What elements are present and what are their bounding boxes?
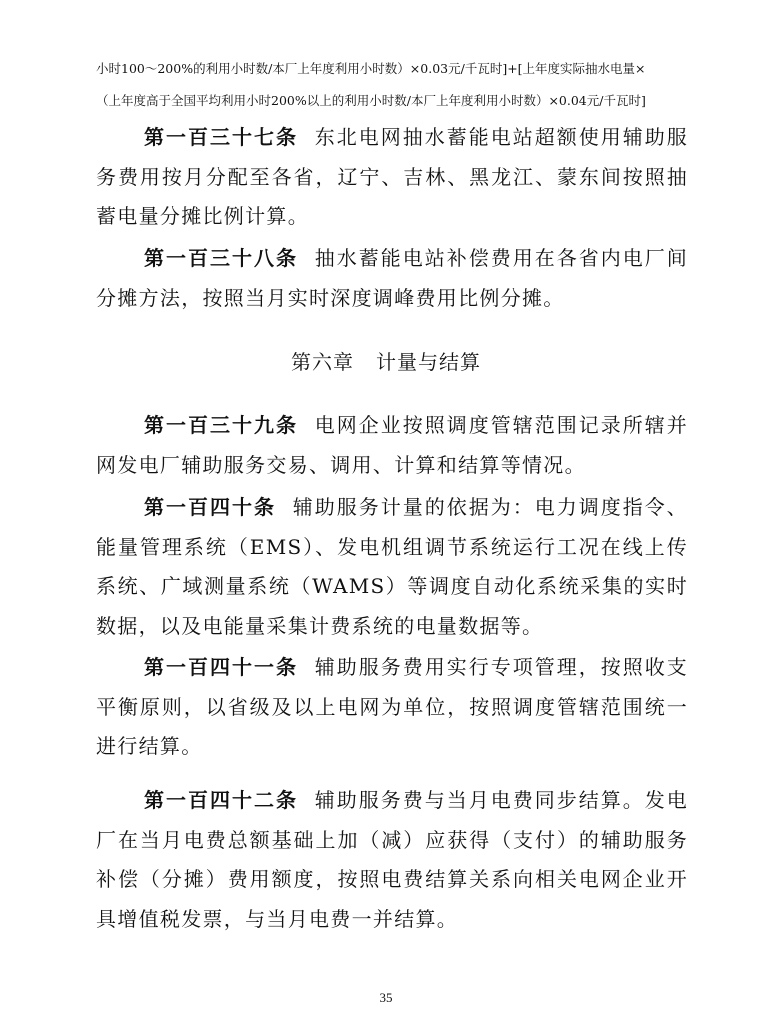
- article-137-title: 第一百三十七条: [144, 125, 298, 149]
- article-141-text: 辅助服务费用实行专项管理，按照收支平衡原则，以省级及以上电网为单位，按照调度管辖范围统一进行结算。: [96, 655, 688, 759]
- article-141-title: 第一百四十一条: [144, 655, 298, 679]
- article-137: [96, 118, 688, 237]
- chapter-number: 第六章: [291, 350, 354, 374]
- article-138-title: 第一百三十八条: [144, 246, 298, 270]
- article-141: [96, 648, 688, 767]
- article-139: [96, 406, 688, 485]
- chapter-heading: [0, 346, 772, 375]
- article-137-text: 东北电网抽水蓄能电站超额使用辅助服务费用按月分配至各省，辽宁、吉林、黑龙江、蒙东间按照抽蓄电量分摊比例计算。: [96, 125, 688, 229]
- article-142: [96, 781, 688, 939]
- article-140-title: 第一百四十条: [144, 495, 276, 519]
- article-138-text: 抽水蓄能电站补偿费用在各省内电厂间分摊方法，按照当月实时深度调峰费用比例分摊。: [96, 246, 688, 310]
- formula-line-2: （上年度高于全国平均利用小时200%以上的利用小时数/本厂上年度利用小时数）×0.04元/千瓦时]: [96, 93, 646, 108]
- article-140-text: 辅助服务计量的依据为：电力调度指令、能量管理系统（EMS）、发电机组调节系统运行工况在线上传系统、广域测量系统（WAMS）等调度自动化系统采集的实时数据，以及电能量采集计费系统的电量数据等。: [96, 495, 688, 638]
- page-number: 35: [379, 990, 393, 1005]
- formula-line-1: 小时100～200%的利用小时数/本厂上年度利用小时数）×0.03元/千瓦时]+[上年度实际抽水电量×: [96, 61, 646, 76]
- article-138: [96, 239, 688, 318]
- article-142-text: 辅助服务费与当月电费同步结算。发电厂在当月电费总额基础上加（减）应获得（支付）的辅助服务补偿（分摊）费用额度，按照电费结算关系向相关电网企业开具增值税发票，与当月电费一并结算。: [96, 788, 688, 931]
- chapter-title: 计量与结算: [376, 350, 481, 374]
- article-139-title: 第一百三十九条: [144, 413, 298, 437]
- article-139-text: 电网企业按照调度管辖范围记录所辖并网发电厂辅助服务交易、调用、计算和结算等情况。: [96, 413, 688, 477]
- article-140: [96, 488, 688, 646]
- article-142-title: 第一百四十二条: [144, 788, 298, 812]
